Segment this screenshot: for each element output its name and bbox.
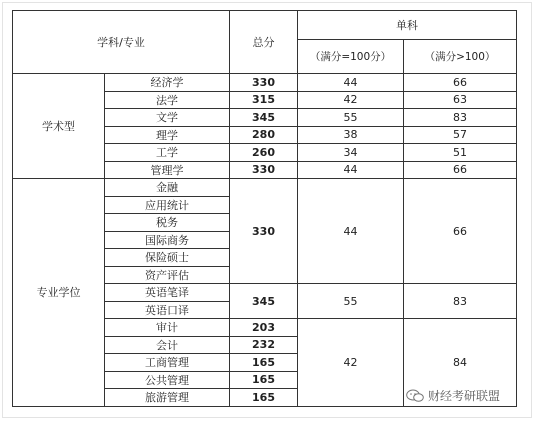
major-cell: 保险硕士 <box>105 249 230 267</box>
total-cell-translation-group: 345 <box>230 284 298 319</box>
score-gt100-cell: 83 <box>404 109 517 127</box>
major-cell: 应用统计 <box>105 196 230 214</box>
score100-cell: 42 <box>298 91 404 109</box>
total-cell: 165 <box>230 371 298 389</box>
chat-bubble-icon <box>406 389 424 403</box>
total-cell: 330 <box>230 74 298 92</box>
total-cell: 165 <box>230 389 298 407</box>
total-cell: 203 <box>230 319 298 337</box>
major-cell: 英语口译 <box>105 301 230 319</box>
score100-cell: 44 <box>298 161 404 179</box>
score-gt100-cell-mgmt-group: 84 <box>404 319 517 407</box>
score-gt100-cell: 66 <box>404 74 517 92</box>
major-cell: 国际商务 <box>105 231 230 249</box>
header-full100: （满分=100分） <box>298 40 404 74</box>
group-academic: 学术型 <box>13 74 105 179</box>
watermark <box>406 387 500 404</box>
major-cell: 资产评估 <box>105 266 230 284</box>
score-gt100-cell: 63 <box>404 91 517 109</box>
score100-cell: 55 <box>298 109 404 127</box>
score100-cell: 34 <box>298 144 404 162</box>
major-cell: 理学 <box>105 126 230 144</box>
total-cell: 260 <box>230 144 298 162</box>
major-cell: 经济学 <box>105 74 230 92</box>
major-cell: 管理学 <box>105 161 230 179</box>
total-cell: 165 <box>230 354 298 372</box>
major-cell: 法学 <box>105 91 230 109</box>
header-total: 总分 <box>230 11 298 74</box>
score100-cell-finance-group: 44 <box>298 179 404 284</box>
score-gt100-cell-translation-group: 83 <box>404 284 517 319</box>
total-cell: 232 <box>230 336 298 354</box>
major-cell: 金融 <box>105 179 230 197</box>
total-cell: 345 <box>230 109 298 127</box>
major-cell: 工商管理 <box>105 354 230 372</box>
header-full-gt100: （满分>100） <box>404 40 517 74</box>
score-gt100-cell: 66 <box>404 161 517 179</box>
score-gt100-cell: 51 <box>404 144 517 162</box>
score-gt100-cell-finance-group: 66 <box>404 179 517 284</box>
total-cell: 330 <box>230 161 298 179</box>
header-subject-major: 学科/专业 <box>13 11 230 74</box>
score100-cell: 44 <box>298 74 404 92</box>
score100-cell: 38 <box>298 126 404 144</box>
watermark-text: 财经考研联盟 <box>428 389 501 403</box>
total-cell-finance-group: 330 <box>230 179 298 284</box>
major-cell: 公共管理 <box>105 371 230 389</box>
major-cell: 工学 <box>105 144 230 162</box>
header-single-subject: 单科 <box>298 11 517 40</box>
major-cell: 税务 <box>105 214 230 232</box>
major-cell: 文学 <box>105 109 230 127</box>
major-cell: 旅游管理 <box>105 389 230 407</box>
group-professional: 专业学位 <box>13 179 105 407</box>
score100-cell-translation-group: 55 <box>298 284 404 319</box>
score100-cell-mgmt-group: 42 <box>298 319 404 407</box>
total-cell: 280 <box>230 126 298 144</box>
major-cell: 英语笔译 <box>105 284 230 302</box>
total-cell: 315 <box>230 91 298 109</box>
major-cell: 审计 <box>105 319 230 337</box>
major-cell: 会计 <box>105 336 230 354</box>
score-gt100-cell: 57 <box>404 126 517 144</box>
score-line-table <box>12 10 517 407</box>
